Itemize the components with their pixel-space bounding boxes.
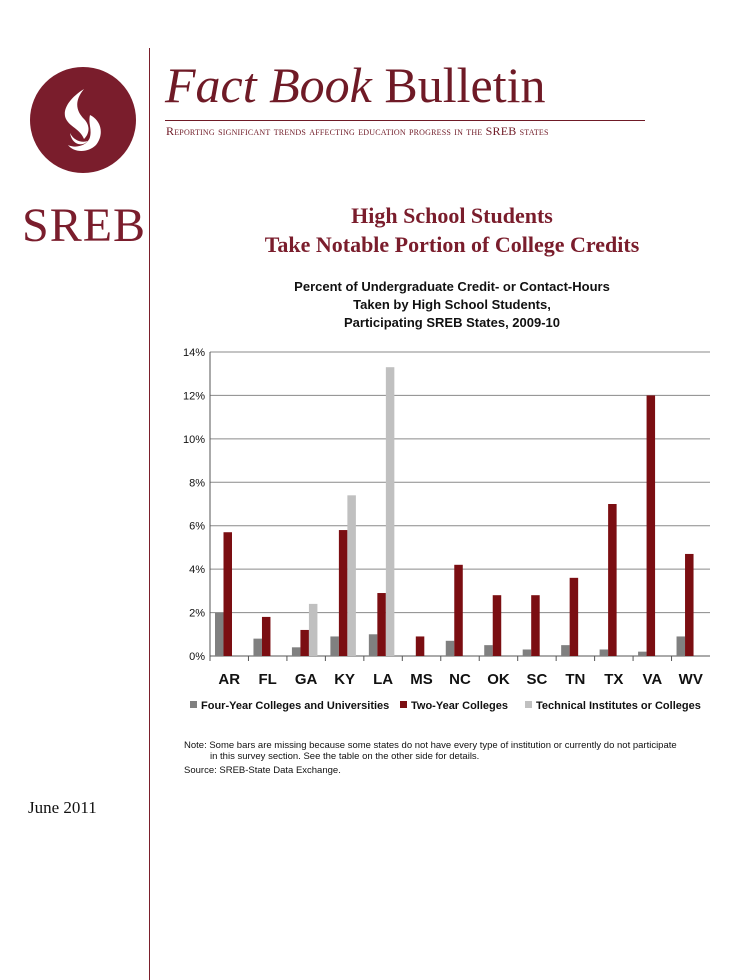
legend-label: Four-Year Colleges and Universities <box>201 700 390 712</box>
bar <box>677 636 686 656</box>
publication-date: June 2011 <box>28 798 97 817</box>
bar <box>253 639 262 656</box>
bar <box>523 649 532 656</box>
bulletin-title-italic: Fact Book <box>165 57 372 113</box>
headline-line-2: Take Notable Portion of College Credits <box>264 232 640 257</box>
legend-label: Two-Year Colleges <box>411 700 508 712</box>
bar <box>600 649 609 656</box>
bar <box>309 604 318 656</box>
x-tick-label: MS <box>410 671 433 688</box>
bar <box>377 593 386 656</box>
bar <box>647 395 656 656</box>
x-tick-label: VA <box>642 671 663 688</box>
bar <box>570 578 579 656</box>
bar <box>493 595 502 656</box>
x-tick-label: KY <box>334 671 356 688</box>
bar <box>330 636 339 656</box>
bar <box>484 645 493 656</box>
bar <box>292 647 301 656</box>
x-tick-label: GA <box>294 671 318 688</box>
y-tick-label: 8% <box>189 477 205 490</box>
headline-line-1: High School Students <box>351 203 553 228</box>
y-tick-label: 4% <box>189 564 205 577</box>
note-line-2: in this survey section. See the table on the other side for details. <box>210 751 480 762</box>
bar <box>685 554 694 656</box>
bar <box>262 617 271 656</box>
y-tick-label: 14% <box>182 347 205 359</box>
y-tick-label: 10% <box>182 433 205 446</box>
y-tick-label: 2% <box>189 607 205 620</box>
sreb-logo-text: SREB <box>22 199 147 252</box>
x-tick-label: TN <box>565 671 586 688</box>
tagline: Reporting significant trends affecting education progress in the SREB states <box>166 124 549 138</box>
y-tick-label: 12% <box>182 390 205 403</box>
bar <box>347 495 356 656</box>
legend-swatch <box>400 701 407 708</box>
bar <box>561 645 570 656</box>
legend-label: Technical Institutes or Colleges <box>536 700 701 712</box>
x-tick-label: TX <box>604 671 624 688</box>
bar <box>416 636 425 656</box>
bulletin-title-rest: Bulletin <box>384 57 546 113</box>
x-tick-label: LA <box>373 671 394 688</box>
x-tick-label: NC <box>449 671 471 688</box>
y-tick-label: 6% <box>189 520 205 533</box>
chart-title-line-3: Participating SREB States, 2009-10 <box>343 315 561 330</box>
bar <box>215 613 224 656</box>
bar <box>446 641 455 656</box>
bar <box>386 367 395 656</box>
bar <box>531 595 540 656</box>
x-tick-label: AR <box>218 671 241 688</box>
bar <box>369 634 378 656</box>
note-line-1: Note: Some bars are missing because some states do not have every type of institution or currently do not participate <box>184 740 677 751</box>
x-tick-label: WV <box>678 671 703 688</box>
bar <box>339 530 348 656</box>
legend-swatch <box>190 701 197 708</box>
x-tick-label: OK <box>487 671 510 688</box>
bar <box>608 504 617 656</box>
bar <box>224 532 233 656</box>
legend-swatch <box>525 701 532 708</box>
source-note: Source: SREB-State Data Exchange. <box>184 765 341 776</box>
chart-title-line-2: Taken by High School Students, <box>353 297 551 312</box>
y-tick-label: 0% <box>189 651 205 663</box>
bar <box>454 565 463 656</box>
bar <box>300 630 309 656</box>
x-tick-label: SC <box>526 671 548 688</box>
x-tick-label: FL <box>258 671 277 688</box>
bar <box>638 652 647 656</box>
chart-title-line-1: Percent of Undergraduate Credit- or Contact-Hours <box>294 279 610 294</box>
